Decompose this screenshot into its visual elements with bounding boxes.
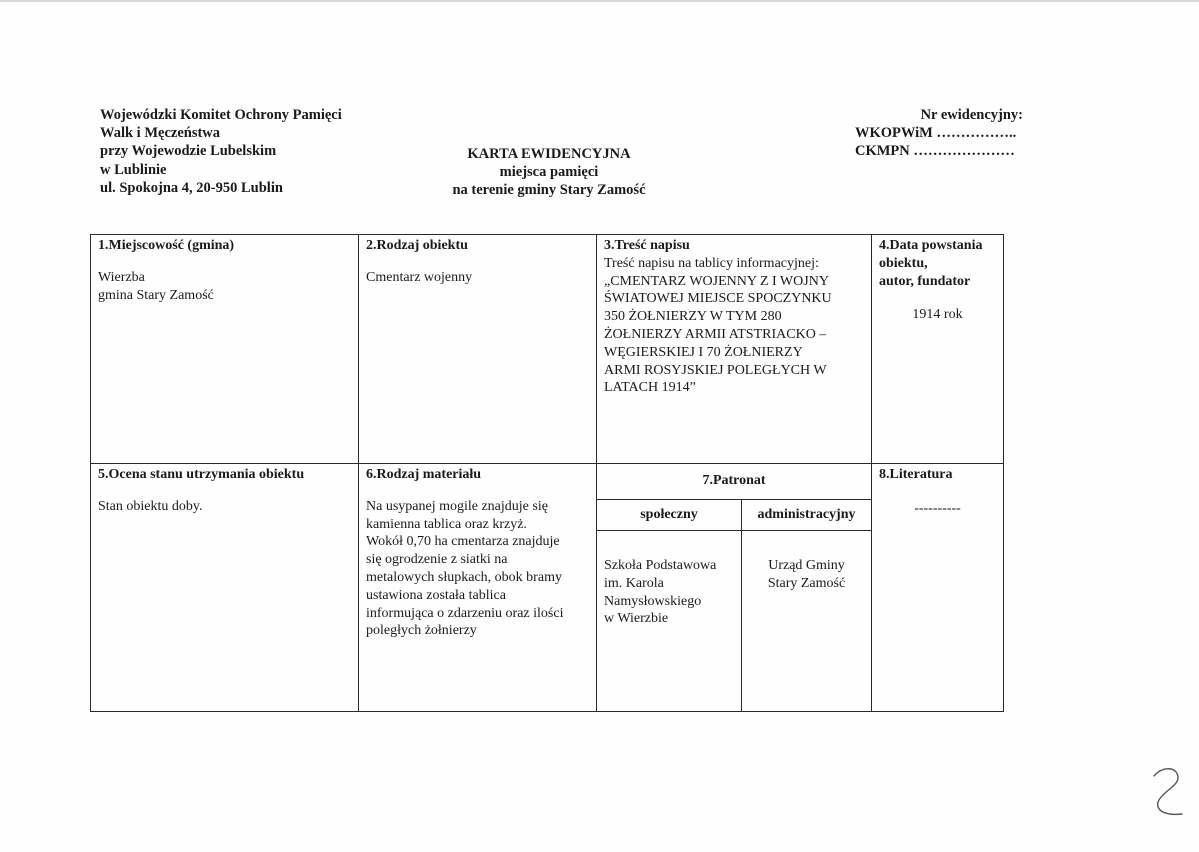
literature-value: ---------- — [914, 500, 961, 516]
document-title: KARTA EWIDENCYJNA — [467, 146, 631, 162]
document-subtitle: miejsca pamięci — [499, 164, 599, 181]
issuer-address: ul. Spokojna 4, 20-950 Lublin — [100, 179, 283, 196]
material-line: kamienna tablica oraz krzyż. — [366, 516, 527, 532]
issuer-line: Wojewódzki Komitet Ochrony Pamięci — [100, 107, 342, 123]
inscription-line: ŻOŁNIERZY ARMII ATSTRIACKO – — [604, 326, 827, 342]
table-row — [91, 464, 1004, 500]
material-line: metalowych słupkach, obok bramy — [366, 569, 562, 585]
inscription-line: 350 ŻOŁNIERZY W TYM 280 — [604, 309, 782, 325]
admin-patron-line: Urząd Gminy — [768, 558, 845, 573]
social-patron-line: Szkoła Podstawowa — [604, 558, 717, 573]
cell-header: autor, fundator — [879, 273, 971, 289]
issuer-line: Walk i Męczeństwa — [100, 125, 221, 142]
cell-condition — [91, 464, 359, 712]
material-line: ustawiona została tablica — [366, 587, 506, 603]
registration-number-block — [855, 106, 1035, 161]
social-patron-line: w Wierzbie — [604, 611, 669, 627]
patronage-admin-value — [742, 531, 872, 712]
inscription-line: WĘGIERSKIEJ I 70 ŻOŁNIERZY — [604, 344, 803, 360]
cell-header: 1.Miejscowość (gmina) — [98, 238, 235, 253]
document-title-block — [449, 145, 649, 200]
cell-header: 6.Rodzaj materiału — [366, 467, 482, 482]
cell-header: 8.Literatura — [879, 467, 953, 482]
social-patron-line: Namysłowskiego — [604, 593, 702, 609]
condition-value: Stan obiektu doby. — [98, 498, 203, 514]
inscription-line: „CMENTARZ WOJENNY Z I WOJNY — [604, 273, 829, 289]
registration-label: Nr ewidencyjny: — [920, 107, 1023, 123]
material-line: Wokół 0,70 ha cmentarza znajduje — [366, 534, 560, 550]
cell-creation-date — [872, 235, 1004, 464]
inscription-line: LATACH 1914” — [604, 380, 696, 396]
issuer-block — [100, 106, 342, 197]
ckmpn-number: CKMPN ………………… — [855, 143, 1015, 160]
locality-name: Wierzba — [98, 269, 145, 285]
inscription-intro: Treść napisu na tablicy informacyjnej: — [604, 255, 819, 271]
material-value — [366, 498, 589, 640]
cell-literature — [872, 464, 1004, 712]
patronage-social-value — [597, 531, 742, 712]
admin-patron-line: Stary Zamość — [767, 575, 846, 591]
patronage-social-header: społeczny — [597, 500, 742, 531]
locality-value — [98, 269, 351, 305]
material-line: poległych żołnierzy — [366, 623, 477, 639]
cell-header: 2.Rodzaj obiektu — [366, 238, 468, 253]
patronage-admin-header: administracyjny — [742, 500, 872, 531]
material-line: się ogrodzenie z siatki na — [366, 552, 508, 568]
wkopwim-number: WKOPWiM …………….. — [855, 125, 1017, 142]
issuer-line: w Lublinie — [100, 161, 167, 178]
cell-material — [359, 464, 597, 712]
locality-gmina: gmina Stary Zamość — [98, 287, 214, 303]
creation-date-value: 1914 rok — [912, 307, 963, 323]
material-line: informująca o zdarzeniu oraz ilości — [366, 605, 564, 621]
cell-header: 5.Ocena stanu utrzymania obiektu — [98, 467, 305, 482]
registration-table — [90, 234, 1004, 712]
inscription-line: ARMI ROSYJSKIEJ POLEGŁYCH W — [604, 362, 827, 378]
document-area: na terenie gminy Stary Zamość — [452, 182, 646, 199]
cell-header: 3.Treść napisu — [604, 238, 690, 253]
patronage-header: 7.Patronat — [597, 464, 872, 500]
cell-object-type — [359, 235, 597, 464]
material-line: Na usypanej mogile znajduje się — [366, 498, 548, 514]
issuer-line: przy Wojewodzie Lubelskim — [100, 143, 277, 160]
cell-locality — [91, 235, 359, 464]
cell-header: 4.Data powstania obiektu, — [879, 238, 983, 271]
cell-inscription — [597, 235, 872, 464]
social-patron-line: im. Karola — [604, 575, 664, 591]
handwritten-page-mark — [1148, 762, 1188, 822]
table-row — [91, 235, 1004, 464]
object-type-value: Cmentarz wojenny — [366, 269, 473, 285]
inscription-line: ŚWIATOWEJ MIEJSCE SPOCZYNKU — [604, 291, 832, 307]
